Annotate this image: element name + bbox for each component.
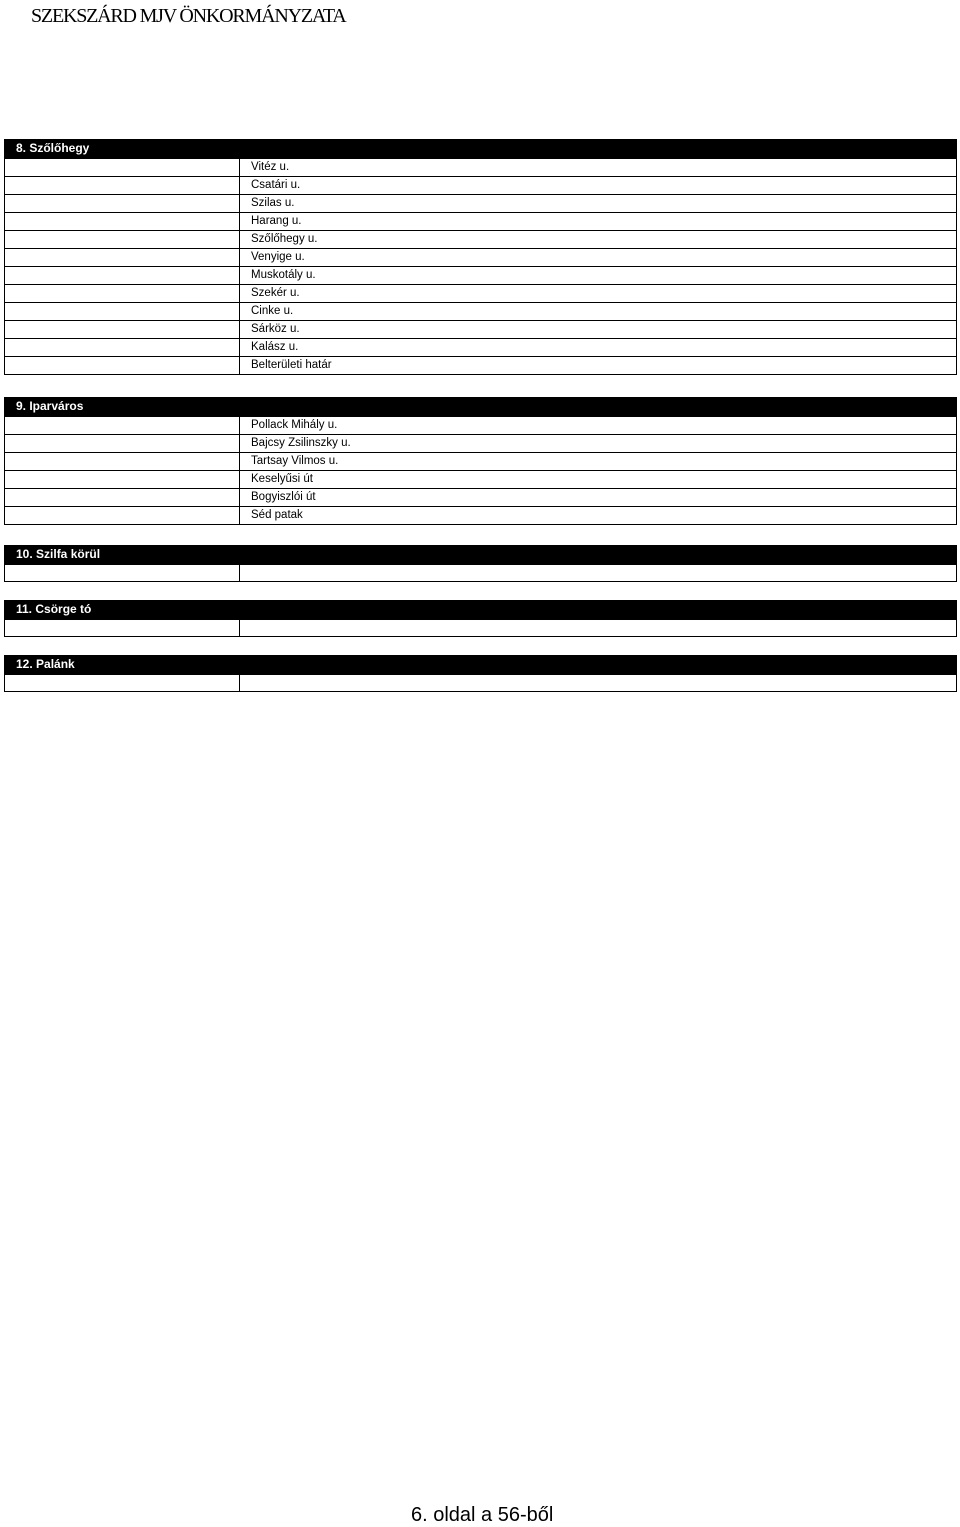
empty-cell (5, 453, 240, 471)
street-name: Séd patak (240, 507, 957, 525)
empty-cell (5, 675, 240, 692)
table-row (5, 303, 957, 321)
street-table (4, 619, 957, 637)
section-title: 8. Szőlőhegy (4, 139, 957, 158)
empty-cell (5, 471, 240, 489)
street-name: Bajcsy Zsilinszky u. (240, 435, 957, 453)
table-row (5, 620, 957, 637)
table-row (5, 565, 957, 582)
street-name: Szőlőhegy u. (240, 231, 957, 249)
street-table (4, 416, 957, 525)
street-name: Sárköz u. (240, 321, 957, 339)
section-title: 11. Csörge tó (4, 600, 957, 619)
table-row (5, 489, 957, 507)
street-name: Keselyűsi út (240, 471, 957, 489)
empty-cell (5, 213, 240, 231)
table-row (5, 357, 957, 375)
street-name: Vitéz u. (240, 159, 957, 177)
empty-cell (5, 303, 240, 321)
street-name: Szilas u. (240, 195, 957, 213)
table-row (5, 231, 957, 249)
empty-cell (5, 195, 240, 213)
table-row (5, 177, 957, 195)
table-row (5, 675, 957, 692)
street-name: Cinke u. (240, 303, 957, 321)
table-row (5, 471, 957, 489)
empty-cell (5, 159, 240, 177)
section-title: 12. Palánk (4, 655, 957, 674)
street-name: Bogyiszlói út (240, 489, 957, 507)
empty-cell (5, 249, 240, 267)
street-name: Harang u. (240, 213, 957, 231)
section-title: 10. Szilfa körül (4, 545, 957, 564)
empty-cell (5, 267, 240, 285)
empty-cell (5, 507, 240, 525)
table-row (5, 453, 957, 471)
table-row (5, 195, 957, 213)
section-title: 9. Iparváros (4, 397, 957, 416)
section-csorge-to (4, 600, 957, 637)
empty-cell (5, 285, 240, 303)
section-szolohegy (4, 139, 957, 375)
empty-cell (5, 489, 240, 507)
table-row (5, 159, 957, 177)
street-name: Muskotály u. (240, 267, 957, 285)
street-name: Belterületi határ (240, 357, 957, 375)
street-name: Pollack Mihály u. (240, 417, 957, 435)
street-name: Tartsay Vilmos u. (240, 453, 957, 471)
table-row (5, 285, 957, 303)
street-name: Szekér u. (240, 285, 957, 303)
street-name: Csatári u. (240, 177, 957, 195)
page-header-title: SZEKSZÁRD MJV ÖNKORMÁNYZATA (31, 5, 346, 27)
empty-cell (5, 620, 240, 637)
empty-cell (5, 231, 240, 249)
street-name: Venyige u. (240, 249, 957, 267)
section-szilfa-korul (4, 545, 957, 582)
table-row (5, 339, 957, 357)
empty-cell (5, 435, 240, 453)
empty-cell (5, 321, 240, 339)
street-table (4, 564, 957, 582)
section-iparvaros (4, 397, 957, 525)
empty-cell (5, 565, 240, 582)
street-name (240, 675, 957, 692)
street-table (4, 158, 957, 375)
empty-cell (5, 417, 240, 435)
table-row (5, 435, 957, 453)
empty-cell (5, 339, 240, 357)
street-name (240, 565, 957, 582)
table-row (5, 417, 957, 435)
section-palank (4, 655, 957, 692)
table-row (5, 249, 957, 267)
empty-cell (5, 177, 240, 195)
street-name: Kalász u. (240, 339, 957, 357)
table-row (5, 213, 957, 231)
table-row (5, 321, 957, 339)
page-number: 6. oldal a 56-ből (411, 1504, 554, 1526)
table-row (5, 507, 957, 525)
table-row (5, 267, 957, 285)
street-table (4, 674, 957, 692)
empty-cell (5, 357, 240, 375)
street-name (240, 620, 957, 637)
